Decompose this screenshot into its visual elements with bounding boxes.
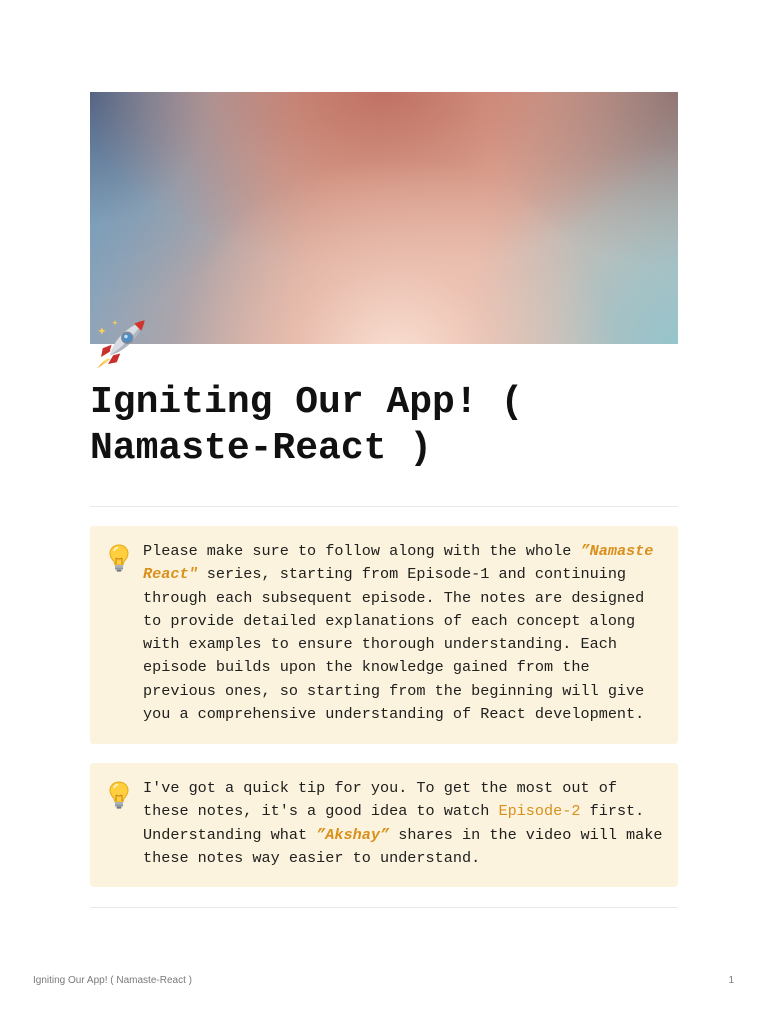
callout-line [143,656,667,679]
callout-follow-series [90,526,678,744]
text-run: to provide detailed explanations of each concept along [143,611,636,630]
text-run: I've got a quick tip for you. To get the most out of [143,779,617,797]
callout-line [143,563,667,586]
text-run: through each subsequent episode. The notes are designed [143,588,645,607]
lightbulb-icon [107,780,131,810]
text-run: these notes way easier to understand. [143,848,481,867]
highlighted-text: ”Namaste [580,542,654,560]
highlighted-text: Episode-2 [498,802,581,821]
callout-line [143,610,667,633]
callout-line [143,777,667,800]
text-run: previous ones, so starting from the beginning will give [143,681,645,700]
callout-line [143,800,667,823]
divider-bottom [90,907,678,908]
text-run: first. [580,802,645,821]
callout-line [143,540,667,563]
page-title [90,380,690,472]
page-title-line-2: Namaste-React ) [90,427,433,470]
text-run: Understanding what [143,825,317,844]
text-run: you a comprehensive understanding of React development. [143,705,645,724]
text-run: Please make sure to follow along with the whole [143,542,581,560]
divider-top [90,506,678,507]
callout-line [143,633,667,656]
text-run: shares in the video will make [389,825,663,844]
page-title-line-1: Igniting Our App! ( [90,381,524,424]
rocket-icon [94,315,150,371]
lightbulb-icon [107,543,131,573]
callout-quick-tip-text [143,777,667,870]
footer-document-title: Igniting Our App! ( Namaste-React ) [33,975,192,986]
callout-line [143,824,667,847]
text-run: episode builds upon the knowledge gained from the [143,658,590,677]
callout-line [143,680,667,703]
cover-image [90,92,678,344]
highlighted-text: ”Akshay” [316,825,390,844]
text-run: with examples to ensure thorough understanding. Each [143,635,617,654]
callout-quick-tip [90,763,678,887]
callout-line [143,587,667,610]
callout-line [143,847,667,870]
footer-page-number: 1 [728,975,734,986]
highlighted-text: React" [143,565,198,584]
text-run: these notes, it's a good idea to watch [143,802,499,821]
callout-line [143,703,667,726]
text-run: series, starting from Episode-1 and continuing [197,565,627,584]
callout-follow-series-text [143,540,667,726]
